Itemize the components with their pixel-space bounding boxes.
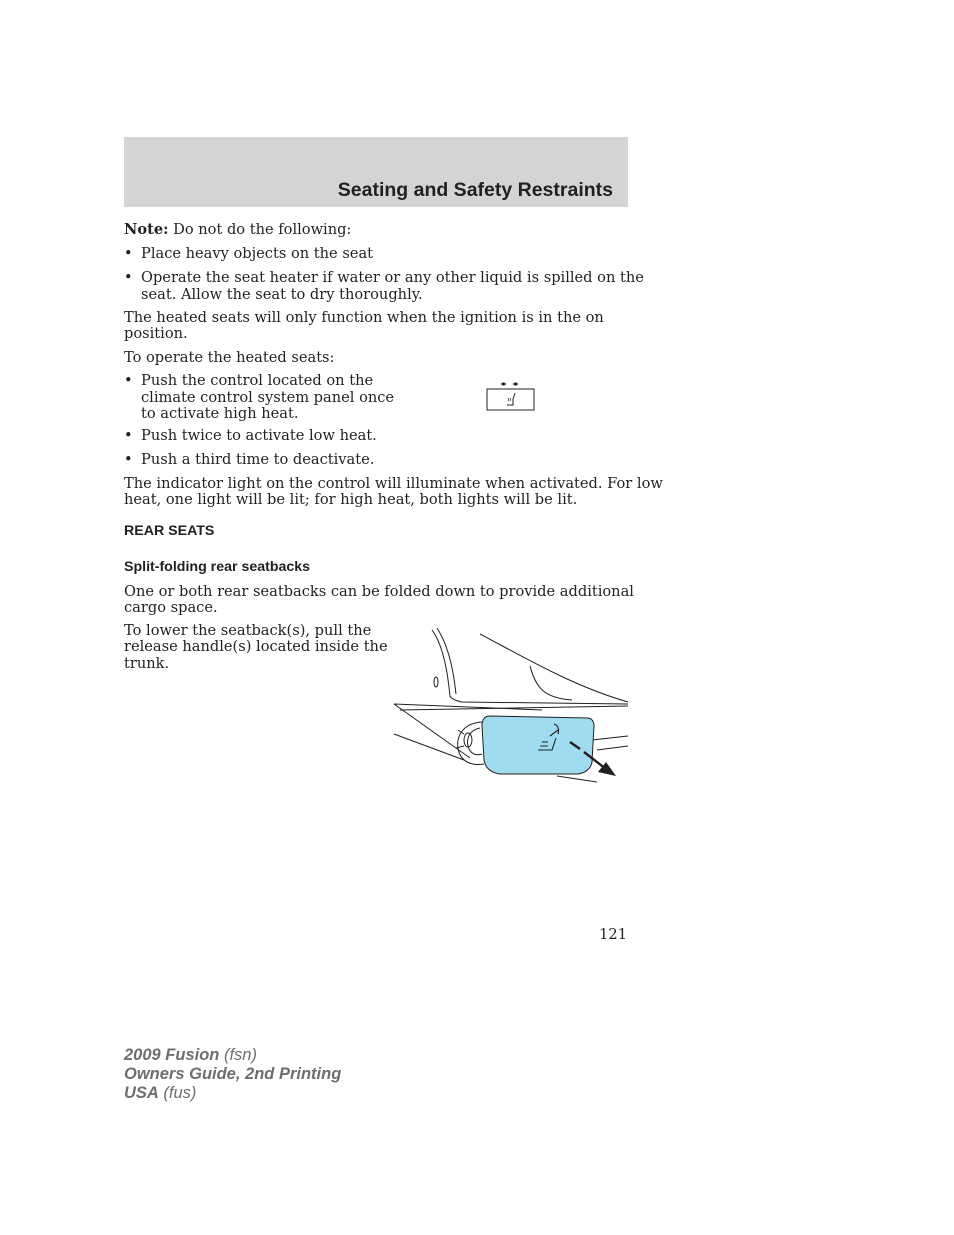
indicator-light-icon: [513, 382, 519, 385]
list-item: • Push twice to activate low heat.: [124, 427, 377, 444]
list-item-text: Operate the seat heater if water or any other liquid is spilled on the: [141, 269, 644, 286]
section-heading-rear-seats: REAR SEATS: [124, 523, 215, 539]
footer-market-code: (fus): [158, 1084, 197, 1102]
lower-paragraph: To lower the seatback(s), pull the: [124, 622, 372, 639]
list-item: • Push a third time to deactivate.: [124, 451, 375, 468]
note-text: Do not do the following:: [168, 221, 352, 238]
ignition-paragraph-cont: position.: [124, 325, 188, 342]
indicator-paragraph-cont: heat, one light will be lit; for high heat, both lights will be lit.: [124, 491, 578, 508]
list-item: • Operate the seat heater if water or any other liquid is spilled on the seat. Allow the seat to dry thoroughly.: [124, 269, 644, 303]
heated-seat-button-icon: [486, 379, 536, 412]
list-item-text: Place heavy objects on the seat: [141, 245, 374, 262]
footer-model-code: (fsn): [219, 1046, 257, 1064]
indicator-light-icon: [501, 382, 507, 385]
fold-paragraph: One or both rear seatbacks can be folded down to provide additional: [124, 583, 634, 600]
ignition-paragraph: The heated seats will only function when the ignition is in the on: [124, 309, 604, 326]
fold-paragraph-cont: cargo space.: [124, 599, 218, 616]
footer-guide: Owners Guide, 2nd Printing: [124, 1065, 342, 1083]
list-item: • Place heavy objects on the seat: [124, 245, 374, 262]
list-item: • Push the control located on the climate control system panel once to activate high heat.: [124, 372, 395, 422]
page-title: Seating and Safety Restraints: [337, 179, 613, 201]
note-paragraph: [124, 222, 351, 239]
list-item-text: Push a third time to deactivate.: [141, 451, 375, 468]
operate-intro: To operate the heated seats:: [124, 349, 335, 366]
list-item-text: Push the control located on the: [141, 372, 374, 389]
note-label: Note:: [124, 221, 169, 238]
section-header-band: [124, 137, 628, 207]
list-item-text: Push twice to activate low heat.: [141, 427, 377, 444]
subsection-heading-split-folding: Split-folding rear seatbacks: [124, 559, 311, 575]
lower-paragraph-cont: trunk.: [124, 655, 170, 672]
list-item-text: climate control system panel once: [141, 388, 395, 406]
seatback-release-handle-illustration: [392, 626, 630, 786]
footer-model: 2009 Fusion: [124, 1046, 220, 1064]
indicator-paragraph: The indicator light on the control will illuminate when activated. For low: [124, 475, 663, 492]
list-item-text: seat. Allow the seat to dry thoroughly.: [141, 285, 423, 303]
footer-market: USA: [124, 1084, 159, 1102]
lower-paragraph-cont: release handle(s) located inside the: [124, 638, 388, 655]
page-number: 121: [599, 926, 627, 943]
release-handle: [482, 716, 594, 774]
footer-imprint: [124, 1046, 341, 1103]
list-item-text: to activate high heat.: [141, 405, 299, 422]
